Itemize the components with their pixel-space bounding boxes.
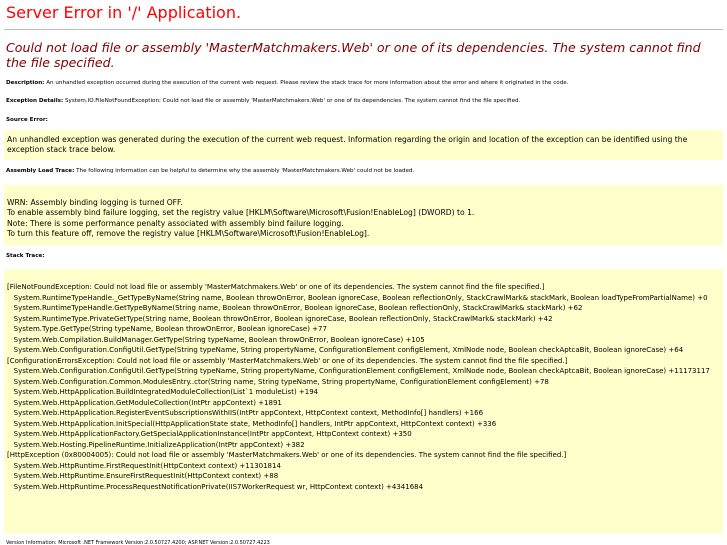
assembly-trace-line: WRN: Assembly binding logging is turned OFF. [7,198,183,207]
stack-trace-line: System.Web.HttpApplication.InitSpecial(HttpApplicationState state, MethodInfo[] handlers, IntPtr appContext, HttpContext context) +336 [7,419,497,428]
stack-trace-line: System.Web.HttpApplicationFactory.GetSpecialApplicationInstance(IntPtr appContext, HttpContext context) +350 [7,430,412,438]
assembly-load-trace-row [6,168,414,174]
source-error-box [4,130,723,160]
stack-trace-line: System.Web.Configuration.ConfigUtil.GetType(String typeName, String propertyName, ConfigurationElement configElement, XmlNode node, Boolean checkAptcaBit, Boolean ignoreCase) +11173117 [7,367,710,375]
stack-trace-label: Stack Trace: [6,253,45,259]
stack-trace-line: System.Web.Configuration.ConfigUtil.GetType(String typeName, String propertyName, ConfigurationElement configElement, XmlNode node, Boolean checkAptcaBit, Boolean ignoreCase) +64 [7,346,684,354]
stack-trace-line: [HttpException (0x80004005): Could not load file or assembly 'MasterMatchmakers.Web' or one of its dependencies. The system cannot find the file specified.] [7,451,567,459]
stack-trace-line: System.Web.HttpApplication.RegisterEventSubscriptionsWithIIS(IntPtr appContext, HttpContext context, MethodInfo[] handlers) +166 [7,409,484,417]
title-divider [4,29,723,30]
stack-trace-line: [FileNotFoundException: Could not load file or assembly 'MasterMatchmakers.Web' or one of its dependencies. The system cannot find the file specified.] [7,283,545,291]
version-information: Version Information: Microsoft .NET Framework Version:2.0.50727.4200; ASP.NET Version:2.0.50727.4223 [6,540,270,545]
description-row [6,80,569,86]
assembly-load-trace-text: The following information can be helpful to determine why the assembly 'MasterMatchmakers.Web' could not be loaded. [74,168,415,174]
stack-trace-line: System.Web.Compilation.BuildManager.GetType(String typeName, Boolean throwOnError, Boolean ignoreCase) +105 [7,335,425,344]
exception-details-row [6,98,520,104]
description-label: Description: [6,80,45,86]
stack-trace-line: System.RuntimeTypeHandle.GetTypeByName(String name, Boolean throwOnError, Boolean ignoreCase, Boolean reflectionOnly, StackCrawlMark& stackMark) +62 [7,304,583,312]
error-message: Could not load file or assembly 'MasterMatchmakers.Web' or one of its dependencies. The system cannot find the file specified. [6,40,701,70]
assembly-trace-line: To enable assembly bind failure logging, set the registry value [HKLM\Software\Microsoft\Fusion!EnableLog] (DWORD) to 1. [7,208,475,218]
stack-trace-line: System.Web.HttpRuntime.FirstRequestInit(HttpContext context) +11301814 [7,461,281,470]
stack-trace-line: System.Web.Hosting.PipelineRuntime.InitializeApplication(IntPtr appContext) +382 [7,440,305,449]
assembly-load-trace-box [4,185,723,245]
source-error-heading [6,117,48,123]
stack-trace-line: System.Type.GetType(String typeName, Boolean throwOnError, Boolean ignoreCase) +77 [7,325,327,333]
source-error-line: exception stack trace below. [7,145,116,155]
page-title: Server Error in '/' Application. [6,3,242,22]
stack-trace-line: System.Web.HttpRuntime.ProcessRequestNotificationPrivate(IIS7WorkerRequest wr, HttpContext context) +4341684 [7,482,424,491]
stack-trace-line: System.RuntimeType.PrivateGetType(String name, Boolean throwOnError, Boolean ignoreCase, Boolean reflectionOnly, StackCrawlMark& stackMark) +42 [7,314,553,323]
assembly-trace-line: To turn this feature off, remove the registry value [HKLM\Software\Microsoft\Fusion!EnableLog]. [7,228,370,238]
stack-trace-line: System.Web.Configuration.Common.ModulesEntry..ctor(String name, String typeName, String propertyName, ConfigurationElement configElement) +78 [7,377,549,386]
stack-trace-line: System.Web.HttpApplication.BuildIntegratedModuleCollection(List`1 moduleList) +194 [7,388,319,396]
description-text: An unhandled exception occurred during the execution of the current web request. Please review the stack trace for more information about the error and where it originated in the code. [44,80,569,86]
source-error-label: Source Error: [6,117,48,123]
source-error-line: An unhandled exception was generated during the execution of the current web request. Information regarding the origin and location of the exception can be identified using the [7,135,688,144]
stack-trace-line: [ConfigurationErrorsException: Could not load file or assembly 'MasterMatchmakers.Web' or one of its dependencies. The system cannot find the file specified.] [7,356,568,365]
stack-trace-box [4,269,723,533]
stack-trace-line: System.Web.HttpApplication.GetModuleCollection(IntPtr appContext) +1891 [7,398,282,407]
assembly-trace-line: Note: There is some performance penalty associated with assembly bind failure logging. [7,218,344,228]
exception-details-text: System.IO.FileNotFoundException: Could not load file or assembly 'MasterMatchmakers.Web' or one of its dependencies. The system cannot find the file specified. [63,98,521,104]
assembly-load-trace-label: Assembly Load Trace: [6,168,75,174]
stack-trace-line: System.Web.HttpRuntime.EnsureFirstRequestInit(HttpContext context) +88 [7,472,279,480]
stack-trace-line: System.RuntimeTypeHandle._GetTypeByName(String name, Boolean throwOnError, Boolean ignoreCase, Boolean reflectionOnly, StackCrawlMark& stackMark, Boolean loadTypeFromPartialName) +0 [7,293,708,302]
stack-trace-heading [6,253,45,259]
exception-details-label: Exception Details: [6,98,64,104]
